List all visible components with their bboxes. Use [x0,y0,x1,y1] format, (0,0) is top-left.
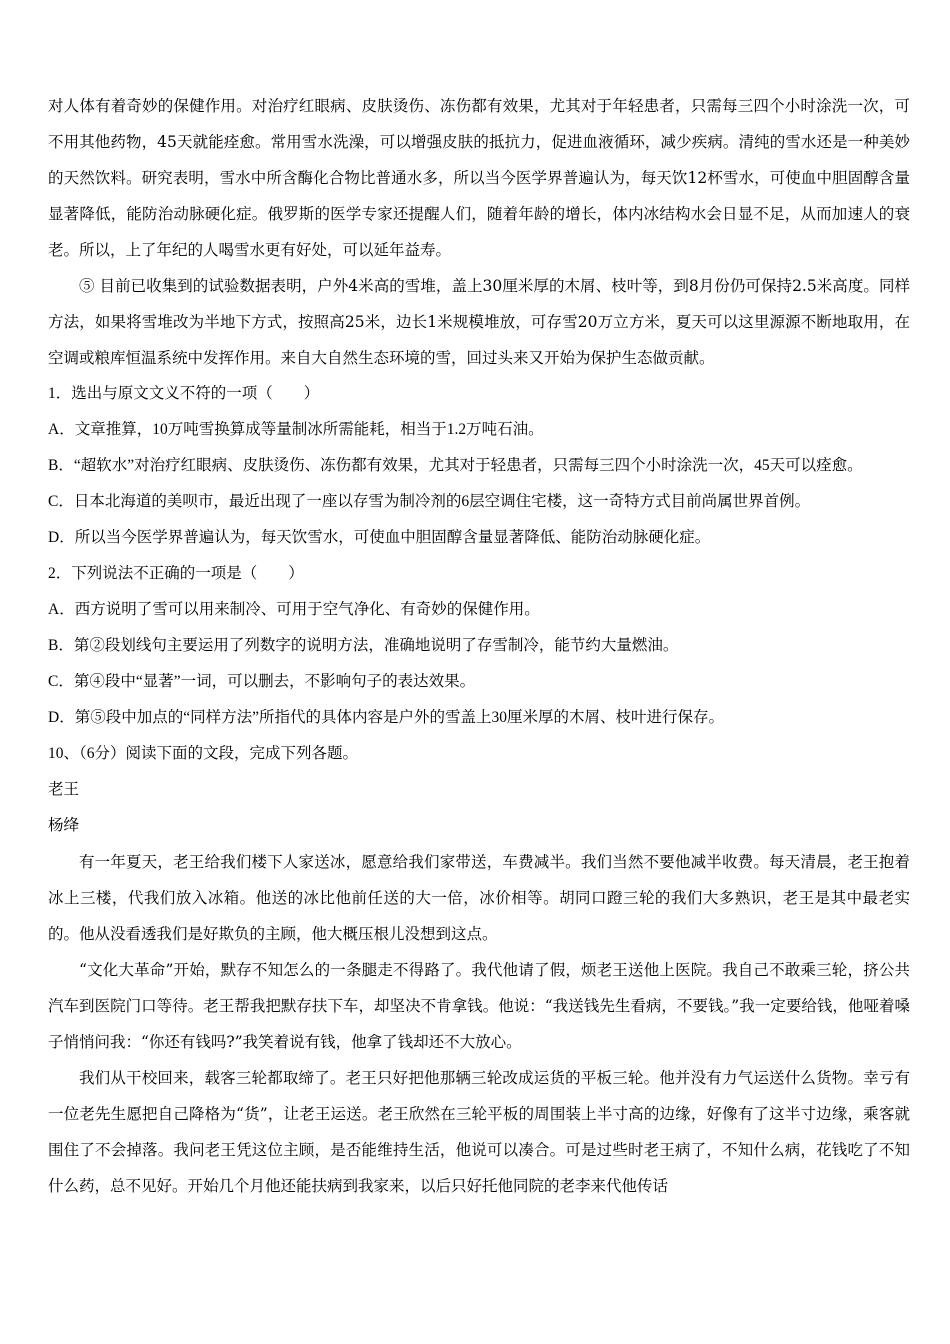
article-author: 杨绛 [48,817,80,834]
article-paragraph-1: 有一年夏天，老王给我们楼下人家送冰，愿意给我们家带送，车费减半。我们当然不要他减半收费。每天清晨，老王抱着冰上三楼，代我们放入冰箱。他送的冰比他前任送的大一倍，冰价相等。胡同口蹬三轮的我们大多熟识，老王是其中最老实的。他从没看透我们是好欺负的主顾，他大概压根儿没想到这点。 [48,853,910,943]
question-1-option-d: D．所以当今医学界普遍认为，每天饮雪水，可使血中胆固醇含量显著降低、能防治动脉硬化症。 [48,529,711,546]
document-page [48,88,910,1204]
question-2-option-c: C．第④段中“显著”一词，可以删去，不影响句子的表达效果。 [48,673,476,690]
question-2-option-d: D．第⑤段中加点的“同样方法”所指代的具体内容是户外的雪盖上30厘米厚的木屑、枝叶进行保存。 [48,709,724,726]
article-title: 老王 [48,781,80,798]
question-1-stem: 1．选出与原文文义不符的一项（ ） [48,385,320,402]
question-2-option-b: B．第②段划线句主要运用了列数字的说明方法，准确地说明了存雪制冷，能节约大量燃油。 [48,637,679,654]
question-1-option-c: C．日本北海道的美呗市，最近出现了一座以存雪为制冷剂的6层空调住宅楼，这一奇特方式目前尚属世界首例。 [48,493,811,510]
passage-paragraph-5: ⑤ 目前已收集到的试验数据表明，户外4米高的雪堆，盖上30厘米厚的木屑、枝叶等，到8月份仍可保持2.5米高度。同样方法，如果将雪堆改为半地下方式，按照高25米，边长1米规模堆放，可存雪20万立方米，夏天可以这里源源不断地取用，在空调或粮库恒温系统中发挥作用。来自大自然生态环境的雪，回过头来又开始为保护生态做贡献。 [48,277,910,367]
question-2-stem: 2．下列说法不正确的一项是（ ） [48,565,304,582]
passage-paragraph-4-continued: 对人体有着奇妙的保健作用。对治疗红眼病、皮肤烫伤、冻伤都有效果，尤其对于年轻患者，只需每三四个小时涂洗一次，可不用其他药物，45天就能痊愈。常用雪水洗澡，可以增强皮肤的抵抗力，促进血液循环，减少疾病。清纯的雪水还是一种美妙的天然饮料。研究表明，雪水中所含酶化合物比普通水多，所以当今医学界普遍认为，每天饮12杯雪水，可使血中胆固醇含量显著降低，能防治动脉硬化症。俄罗斯的医学专家还提醒人们，随着年龄的增长，体内冰结构水会日显不足，从而加速人的衰老。所以，上了年纪的人喝雪水更有好处，可以延年益寿。 [48,97,910,259]
section-10-header: 10、（6分）阅读下面的文段，完成下列各题。 [48,745,359,762]
article-paragraph-2: “文化大革命”开始，默存不知怎么的一条腿走不得路了。我代他请了假，烦老王送他上医院。我自己不敢乘三轮，挤公共汽车到医院门口等待。老王帮我把默存扶下车，却坚决不肯拿钱。他说：“我送钱先生看病，不要钱。”我一定要给钱，他哑着嗓子悄悄问我：“你还有钱吗?”我笑着说有钱，他拿了钱却还不大放心。 [48,961,910,1051]
question-1-option-a: A．文章推算，10万吨雪换算成等量制冰所需能耗，相当于1.2万吨石油。 [48,421,544,438]
question-1-option-b: B．“超软水”对治疗红眼病、皮肤烫伤、冻伤都有效果，尤其对于轻患者，只需每三四个小时涂洗一次，45天可以痊愈。 [48,457,863,474]
article-paragraph-3: 我们从干校回来，载客三轮都取缔了。老王只好把他那辆三轮改成运货的平板三轮。他并没有力气运送什么货物。幸亏有一位老先生愿把自己降格为“货”，让老王运送。老王欣然在三轮平板的周围装上半寸高的边缘，好像有了这半寸边缘，乘客就围住了不会掉落。我问老王凭这位主顾，是否能维持生活，他说可以凑合。可是过些时老王病了，不知什么病，花钱吃了不知什么药，总不见好。开始几个月他还能扶病到我家来，以后只好托他同院的老李来代他传话 [48,1069,910,1195]
question-2-option-a: A．西方说明了雪可以用来制冷、可用于空气净化、有奇妙的保健作用。 [48,601,540,618]
